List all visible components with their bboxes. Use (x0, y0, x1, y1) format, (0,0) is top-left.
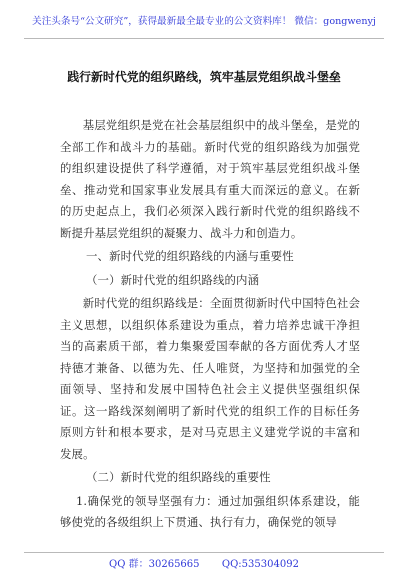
subsection-heading: （一）新时代党的组织路线的内涵 (86, 272, 260, 287)
document-title: 践行新时代党的组织路线，筑牢基层党组织战斗堡垒 (67, 70, 341, 84)
footer-divider (24, 552, 384, 553)
body-paragraph: 新时代党的组织路线是：全面贯彻新时代中国特色社会主义思想，以组织体系建设为重点，着力培养忠诚干净担当的高素质干部，着力集聚爱国奉献的各方面优秀人才坚持德才兼备、以德为先、任人唯贤，为坚持和加强党的全面领导、坚持和发展中国特色社会主义提供坚强组织保证。这一路线深刻阐明了新时代党的组织工作的目标任务原则方针和根本要求，是对马克思主义建党学说的丰富和发展。 (60, 296, 360, 461)
section-heading: 一、新时代党的组织路线的内涵与重要性 (86, 249, 294, 263)
header-banner: 关注头条号“公文研究”，获得最新最全最专业的公文资料库！ 微信：gongwenyj (32, 16, 376, 27)
header-divider (24, 38, 384, 39)
list-item: 1.确保党的领导坚强有力：通过加强组织体系建设，能够使党的各级组织上下贯通、执行有力，确保党的领导 (60, 493, 360, 529)
intro-paragraph: 基层党组织是党在社会基层组织中的战斗堡垒，是党的全部工作和战斗力的基础。新时代党的组织路线为加强党的组织建设提供了科学遵循，对于筑牢基层党组织战斗堡垒、推动党和国家事业发展具有重大而深远的意义。在新的历史起点上，我们必须深入践行新时代党的组织路线不断提升基层党组织的凝聚力、战斗力和创造力。 (60, 118, 360, 240)
qq-text: QQ:535304092 (221, 559, 299, 570)
document-body (60, 115, 360, 534)
footer-contact (0, 557, 408, 573)
qq-group-text: QQ 群：30265665 (109, 559, 200, 570)
subsection-heading: （二）新时代党的组织路线的重要性 (86, 470, 271, 484)
